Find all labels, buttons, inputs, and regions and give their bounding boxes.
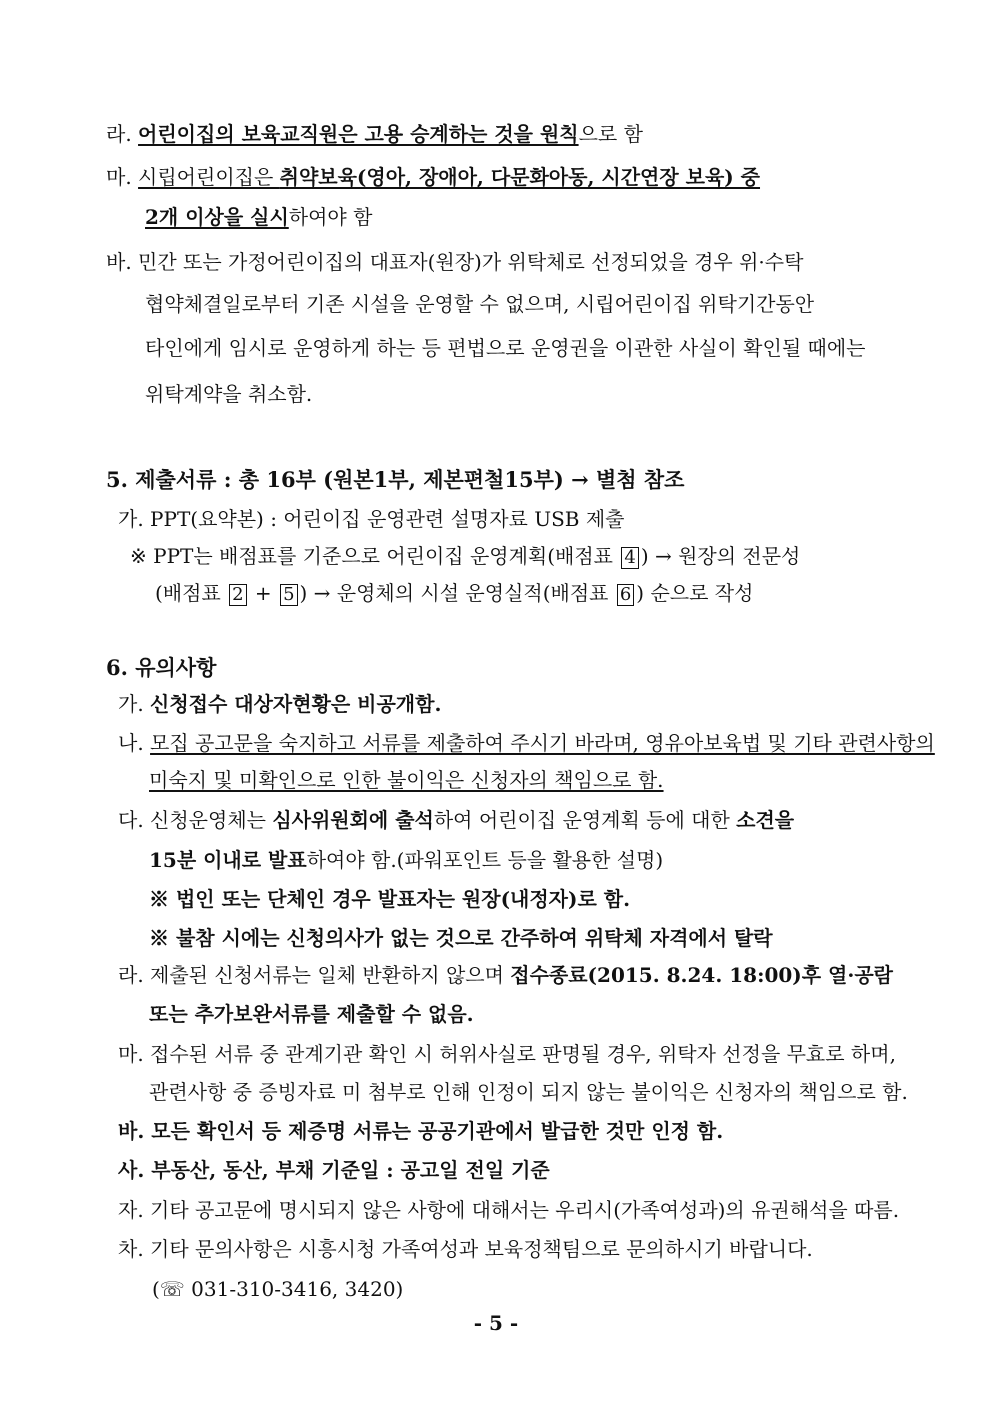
item-ba-line3: 타인에게 임시로 운영하게 하는 등 편법으로 운영권을 이관한 사실이 확인될 때에는	[145, 336, 866, 360]
score-box-6: 6	[617, 584, 634, 606]
section-6-item-da-line2	[149, 846, 663, 874]
item-emphasis: 소견을	[736, 808, 795, 832]
item-ra-emphasis: 어린이집의 보육교직원은 고용 승계하는 것을 원칙	[138, 122, 579, 146]
section-6-item-da-note2: ※ 불참 시에는 신청의사가 없는 것으로 간주하여 위탁체 자격에서 탈락	[149, 926, 773, 950]
note-text: ) → 원장의 전문성	[640, 544, 801, 568]
item-mark: 바.	[106, 250, 132, 274]
section-5-title: 5. 제출서류 : 총 16부 (원본1부, 제본편철15부) → 별첨 참조	[106, 467, 685, 492]
item-emphasis: 15분 이내로 발표	[149, 848, 307, 872]
item-ba-line1	[106, 248, 803, 276]
item-text: 제출된 신청서류는 일체 반환하지 않으며	[150, 963, 511, 987]
item-text: 기타 문의사항은 시흥시청 가족여성과 보육정책팀으로 문의하시기 바랍니다.	[150, 1237, 813, 1261]
section-6-item-ra-line1	[118, 961, 893, 989]
item-mark: 사.	[118, 1158, 145, 1182]
item-text: 모집 공고문을 숙지하고 서류를 제출하여 주시기 바라며, 영유아보육법 및 기타 관련사항의	[150, 731, 935, 755]
item-text: 하여야 함.(파워포인트 등을 활용한 설명)	[306, 848, 664, 872]
item-text: 하여 어린이집 운영계획 등에 대한	[433, 808, 737, 832]
item-ma-text: 시립어린이집은	[138, 165, 280, 189]
item-text: 부동산, 동산, 부채 기준일 : 공고일 전일 기준	[151, 1158, 550, 1182]
item-text: 기타 공고문에 명시되지 않은 사항에 대해서는 우리시(가족여성과)의 유권해석을 따름.	[150, 1198, 900, 1222]
item-mark: 마.	[106, 165, 132, 189]
score-box-5: 5	[280, 584, 297, 606]
item-mark: 바.	[118, 1119, 145, 1143]
item-ma-line2	[145, 203, 372, 231]
section-6-item-na-line1	[118, 729, 935, 757]
section-6-item-ja	[118, 1196, 899, 1224]
item-mark: 마.	[118, 1042, 144, 1066]
section-6-item-ra-line2: 또는 추가보완서류를 제출할 수 없음.	[149, 1002, 474, 1026]
item-emphasis: 접수종료(2015. 8.24. 18:00)후 열·공람	[510, 963, 893, 987]
item-emphasis: 심사위원회에 출석	[272, 808, 434, 832]
note-text: (배점표	[155, 581, 228, 605]
contact-phone: (☏ 031-310-3416, 3420)	[152, 1277, 404, 1301]
item-mark: 나.	[118, 731, 144, 755]
item-ra	[106, 120, 643, 148]
section-6-item-ma-line2: 관련사항 중 증빙자료 미 첨부로 인해 인정이 되지 않는 불이익은 신청자의 책임으로 함.	[149, 1080, 908, 1104]
plus-sign: +	[248, 581, 279, 605]
item-ma-line1	[106, 163, 760, 191]
section-5-item-ga: 가. PPT(요약본) : 어린이집 운영관련 설명자료 USB 제출	[118, 507, 625, 531]
section-6-item-cha	[118, 1235, 813, 1263]
score-box-2: 2	[229, 584, 246, 606]
item-mark: 자.	[118, 1198, 144, 1222]
item-ma-emphasis-2: 2개 이상을 실시	[145, 205, 289, 229]
item-text: 신청운영체는	[150, 808, 273, 832]
section-6-item-ma-line1	[118, 1040, 896, 1068]
section-6-item-ba	[118, 1117, 723, 1145]
section-5-note-line2	[155, 579, 753, 607]
item-text: 접수된 서류 중 관계기관 확인 시 허위사실로 판명될 경우, 위탁자 선정을 무효로 하며,	[150, 1042, 896, 1066]
section-6-item-da-note1: ※ 법인 또는 단체인 경우 발표자는 원장(내정자)로 함.	[149, 887, 631, 911]
note-text: ) → 운영체의 시설 운영실적(배점표	[299, 581, 615, 605]
section-5-note-line1	[130, 542, 800, 570]
section-6-item-sa	[118, 1156, 550, 1184]
item-ba-text-1: 민간 또는 가정어린이집의 대표자(원장)가 위탁체로 선정되었을 경우 위·수탁	[138, 250, 804, 274]
page-number: - 5 -	[473, 1311, 519, 1335]
item-ma-text-2: 하여야 함	[288, 205, 373, 229]
item-mark: 라.	[118, 963, 144, 987]
note-text: ※ PPT는 배점표를 기준으로 어린이집 운영계획(배점표	[130, 544, 620, 568]
item-mark: 가.	[118, 692, 144, 716]
section-6-item-da-line1	[118, 806, 794, 834]
item-text: 신청접수 대상자현황은 비공개함.	[150, 692, 442, 716]
item-mark: 차.	[118, 1237, 144, 1261]
section-6-item-na-line2: 미숙지 및 미확인으로 인한 불이익은 신청자의 책임으로 함.	[149, 768, 664, 792]
item-ra-text: 으로 함	[578, 122, 643, 146]
item-mark: 라.	[106, 122, 132, 146]
item-text: 모든 확인서 등 제증명 서류는 공공기관에서 발급한 것만 인정 함.	[151, 1119, 724, 1143]
section-6-item-ga	[118, 690, 441, 718]
item-ba-line4: 위탁계약을 취소함.	[145, 382, 313, 406]
item-mark: 다.	[118, 808, 144, 832]
note-text: ) 순으로 작성	[636, 581, 754, 605]
item-ba-line2: 협약체결일로부터 기존 시설을 운영할 수 없으며, 시립어린이집 위탁기간동안	[145, 292, 815, 316]
score-box-4: 4	[621, 547, 638, 569]
item-ma-emphasis: 취약보육(영아, 장애아, 다문화아동, 시간연장 보육) 중	[279, 165, 761, 189]
section-6-title: 6. 유의사항	[106, 655, 217, 680]
